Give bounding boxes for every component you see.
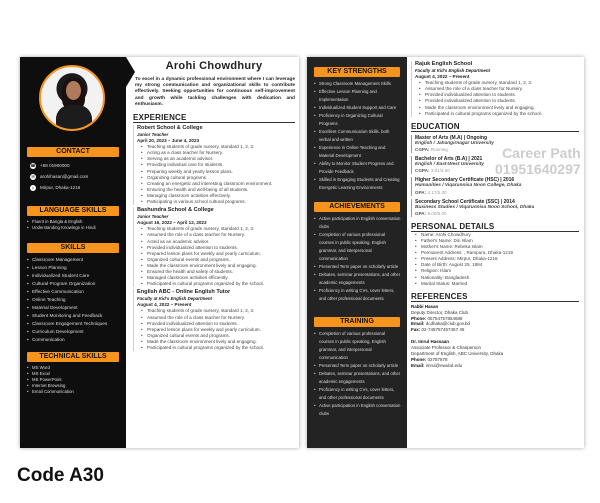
address: Mirpur, Dhaka-1216 xyxy=(40,185,81,190)
list-item: • Presented Term paper on scholarly article xyxy=(319,362,401,370)
list-item: • Organized cultural events and programs. xyxy=(147,333,295,339)
score-label: CGPA: xyxy=(415,146,430,152)
institution: Business Studies / Viqarunnisa Noon School, Dhaka xyxy=(415,204,535,210)
email: arohihasan@gmail.com xyxy=(40,174,89,179)
contact-list xyxy=(20,157,126,196)
list-item: • Assumed the role of a class teacher for Nursery. xyxy=(425,86,579,92)
degree: Bachelor of Arts (B.A) | 2021 xyxy=(415,156,483,163)
resume-page-2 xyxy=(307,57,584,448)
list-item: • Teaching students of grade nursery, standard 1, 2, 3. xyxy=(147,308,295,314)
field-value: 02787878 xyxy=(427,356,448,362)
list-item: • Marital Status: Married xyxy=(421,281,579,287)
list-item: • Active participation in English conversation clubs xyxy=(319,215,401,231)
watermark-text: Career Path xyxy=(502,145,581,161)
personal-list xyxy=(411,232,579,287)
reference-name: Rabbi Hasan xyxy=(411,303,439,309)
phone: +88 01900000 xyxy=(40,163,70,168)
list-item: • Email Communication xyxy=(32,389,120,395)
score-value: 5.00/5.00 xyxy=(427,210,447,216)
code-label: Code A30 xyxy=(17,465,104,486)
score-value: Running xyxy=(430,146,448,152)
list-item: • Managed classroom activities efficiently. xyxy=(147,275,295,281)
contact-heading: CONTACT xyxy=(27,147,119,157)
home-icon: ⌂ xyxy=(31,184,35,190)
field-value: 02-745757457457 45 xyxy=(421,327,465,333)
list-item: • Classroom Engagement Techniques xyxy=(32,320,120,328)
institution: English / East-West University xyxy=(415,162,484,168)
reference-title: Associate Professor & Chairperson xyxy=(411,345,482,351)
list-item: • Provided individualized attention to students. xyxy=(425,98,579,104)
degree: Master of Arts (M.A) | Ongoing xyxy=(415,134,488,141)
list-item: • Preparing weekly and yearly lesson plans. xyxy=(147,169,295,175)
institution: Humanities / Viqarunnisa Noon College, Dhaka xyxy=(415,183,522,189)
list-item: • Managing classroom activities effectively. xyxy=(147,193,295,199)
list-item: • Classroom Management xyxy=(32,256,120,264)
score-label: GPA: xyxy=(415,210,427,216)
list-item: • Teaching students of grade nursery, standard 1, 2, 3. xyxy=(147,144,295,150)
field-label: Fax: xyxy=(411,327,421,333)
achievements-heading: ACHIEVEMENTS xyxy=(314,202,400,212)
experience-heading: EXPERIENCE xyxy=(133,113,295,123)
list-item: • Communication xyxy=(32,336,120,344)
reference-name: Dr. Imrul Hassaan xyxy=(411,339,450,345)
list-item: • Name: Arohi Chowdhury xyxy=(421,232,579,238)
list-item: • Assumed the role of a class teacher for Nursery. xyxy=(147,232,295,238)
list-item: • Participated in cultural programs organized by the school. xyxy=(425,111,579,117)
list-item: • Ability to Monitor Student Progress and Provide Feedback xyxy=(319,160,401,176)
duties-list xyxy=(137,226,295,287)
reference-entry xyxy=(411,304,579,334)
reference-field xyxy=(411,327,579,333)
score xyxy=(415,211,579,217)
list-item: • Creating an energetic and interesting classroom environment. xyxy=(147,181,295,187)
experience-entry xyxy=(411,61,579,117)
technical-list xyxy=(20,362,126,395)
strengths-heading: KEY STRENGTHS xyxy=(314,67,400,77)
email-icon: ✉ xyxy=(31,173,35,179)
list-item: • Teaching students of grade nursery, standard 1, 2, 3. xyxy=(147,226,295,232)
degree: Secondary School Certificate (SSC) | 2014 xyxy=(415,198,515,205)
technical-heading: TECHNICAL SKILLS xyxy=(27,352,119,362)
job-dates: August 4, 2022 – Present xyxy=(415,74,470,80)
experience-entry xyxy=(133,207,295,287)
duties-list xyxy=(137,144,295,205)
degree: Higher Secondary Certificate (HSC) | 2016 xyxy=(415,177,515,184)
job-role: Faculty at Kid's English Department xyxy=(415,68,490,73)
sidebar xyxy=(307,57,407,448)
language-heading: LANGUAGE SKILLS xyxy=(27,206,119,216)
score xyxy=(415,147,579,153)
education-entry xyxy=(411,177,579,195)
main-column xyxy=(411,57,579,448)
job-dates: August 4, 2022 – Present xyxy=(137,302,192,308)
job-dates: April 20, 2023 – June 4, 2023 xyxy=(137,138,200,144)
job-role: Junior Teacher xyxy=(137,132,169,138)
list-item: • Made the classroom environment lively and engaging. xyxy=(147,263,295,269)
list-item: • Debates, seminar presentations, and other academic engagements xyxy=(319,370,401,386)
list-item: • Assumed the role of a class teacher for Nursery. xyxy=(147,315,295,321)
list-item: • Participating in various school cultural programs. xyxy=(147,199,295,205)
list-item: • Online Teaching xyxy=(32,296,120,304)
list-item: • Acted as an academic advisor. xyxy=(147,239,295,245)
job-role: Junior Teacher xyxy=(137,214,169,220)
employer: Rajuk English School xyxy=(415,61,473,67)
score xyxy=(415,168,579,174)
list-item: • Provided individualized attention to students. xyxy=(147,321,295,327)
education-entry xyxy=(411,156,579,174)
education-entry xyxy=(411,135,579,153)
experience-entry xyxy=(133,125,295,205)
achievements-list xyxy=(307,212,407,303)
list-item: • Made the classroom environment lively and engaging. xyxy=(147,339,295,345)
list-item: • Effective Lesson Planning and Implementation xyxy=(319,88,401,104)
employer: Bashundra School & College xyxy=(137,207,214,214)
objective: To excel in a dynamic professional environment where I can leverage my strong communication and organizational skills to contribute effectively. Seeking opportunities for continuous self-improvement and growth while tackling challenges with dedication and enthusiasm. xyxy=(135,77,295,107)
institution: English / Jahangirnagar University xyxy=(415,140,494,146)
duties-list xyxy=(137,308,295,351)
education-entry xyxy=(411,199,579,217)
reference-entry xyxy=(411,339,579,369)
list-item: • Active participation in English conversation clubs xyxy=(319,402,401,418)
list-item: • Understanding Knowlege in Hindi xyxy=(32,225,120,231)
field-label: Phone: xyxy=(411,356,427,362)
list-item: • Material Development xyxy=(32,304,120,312)
sidebar xyxy=(20,57,126,448)
duties-list xyxy=(415,80,579,117)
list-item: • Skilled in Engaging Students and Creating Energetic Learning Environments xyxy=(319,176,401,192)
field-label: Email: xyxy=(411,321,425,327)
training-list xyxy=(307,327,407,418)
list-item: • Present Address: Mirpur, Dhaka-1216 xyxy=(421,256,579,262)
list-item: • Lesson Planning xyxy=(32,264,120,272)
list-item: • Participated in cultural programs organized by the school. xyxy=(147,345,295,351)
list-item: • Internet Browsing xyxy=(32,383,120,389)
list-item: • Student Monitoring and Feedback xyxy=(32,312,120,320)
list-item: • Date of Birth: August 25, 1994 xyxy=(421,262,579,268)
language-list xyxy=(20,216,126,231)
experience-entry xyxy=(133,289,295,351)
job-role: Faculty at Kid's English Department xyxy=(137,296,212,302)
list-item: • Providing individual care for students. xyxy=(147,162,295,168)
reference-title: Department of English, ABC University, Dhaka xyxy=(411,351,504,357)
list-item: • Teaching students of grade nursery, standard 1, 2, 3. xyxy=(425,80,579,86)
job-dates: August 16, 2022 – April 12, 2023 xyxy=(137,220,207,226)
score xyxy=(415,190,579,196)
list-item: • Excellent Communication Skills, both verbal and written xyxy=(319,128,401,144)
list-item: • Permanent Address: , Rampura, Dhaka-1219 xyxy=(421,250,579,256)
list-item: • Proficiency in Organizing Cultural Programs xyxy=(319,112,401,128)
reference-field xyxy=(411,363,579,369)
personal-heading: PERSONAL DETAILS xyxy=(411,222,579,232)
list-item: • Serving as an academic advisor. xyxy=(147,156,295,162)
list-item: • Strong Classroom Management Skills xyxy=(319,80,401,88)
list-item: • Provided individualized attention to students. xyxy=(425,92,579,98)
field-label: Email: xyxy=(411,362,425,368)
list-item: • Ensuring the health and well-being of all students. xyxy=(147,187,295,193)
field-value: 05754757854688 xyxy=(427,315,463,321)
list-item: • MS Word xyxy=(32,365,120,371)
field-label: Phone: xyxy=(411,315,427,321)
list-item: • Mother's Name: Rebeka Islam xyxy=(421,244,579,250)
list-item: • Individualized Student Care xyxy=(32,272,120,280)
resume-page-1 xyxy=(20,57,299,448)
list-item: • Acting as a class teacher for Nursery. xyxy=(147,150,295,156)
list-item: • Individualized Student Support and Care xyxy=(319,104,401,112)
list-item: • Debates, seminar presentations, and other academic engagements xyxy=(319,271,401,287)
list-item: • Cultural Program Organization xyxy=(32,280,120,288)
list-item: • Participated in cultural programs organized by the school. xyxy=(147,281,295,287)
score-value: 4.17/5.00 xyxy=(427,189,447,195)
list-item: • Prepared lesson plans for weekly and yearly curriculum. xyxy=(147,327,295,333)
employer: English ABC - Online English Tutor xyxy=(137,289,231,296)
list-item: • MS Excel xyxy=(32,371,120,377)
list-item: • Provided individualized attention to students. xyxy=(147,245,295,251)
list-item: • MS PowerPoint xyxy=(32,377,120,383)
list-item: • Made the classroom environment lively and engaging. xyxy=(425,105,579,111)
field-value: dcdhaka@club.gov.bd xyxy=(425,321,471,327)
list-item: • Completion of various professional courses in public speaking, English grammar, and interpersonal communication xyxy=(319,231,401,263)
list-item: • Father's Name: Din Islam xyxy=(421,238,579,244)
skills-heading: SKILLS xyxy=(27,243,119,253)
list-item: • Proficiency in writing CVs, cover letters, and other professional documents xyxy=(319,287,401,303)
list-item: • Curriculum Development xyxy=(32,328,120,336)
reference-title: Deputy Director, Dhaka Club xyxy=(411,309,469,315)
list-item: • Nationality: Bangladesh xyxy=(421,275,579,281)
skills-list xyxy=(20,253,126,344)
list-item: • Experience in Online Teaching and Material Development xyxy=(319,144,401,160)
main-column xyxy=(133,57,295,448)
watermark-phone: 01951640297 xyxy=(495,161,581,177)
list-item: • Organized cultural events and programs. xyxy=(147,257,295,263)
employer: Robert School & College xyxy=(137,125,203,132)
phone-icon: ☎ xyxy=(30,162,36,168)
list-item: • Ensured the health and safety of students. xyxy=(147,269,295,275)
list-item: • Religion: Islam xyxy=(421,268,579,274)
list-item: • Effective Communication xyxy=(32,288,120,296)
list-item: • Prepared lesson plans for weekly and yearly curriculum. xyxy=(147,251,295,257)
training-heading: TRAINING xyxy=(314,317,400,327)
education-heading: EDUCATION xyxy=(411,122,579,132)
list-item: • Proficiency in writing CVs, cover letters, and other professional documents xyxy=(319,386,401,402)
candidate-name: Arohi Chowdhury xyxy=(165,60,263,72)
field-value: imrul@ewubd.edu xyxy=(425,362,463,368)
profile-photo xyxy=(39,65,105,131)
score-label: GPA: xyxy=(415,189,427,195)
references-heading: REFERENCES xyxy=(411,292,579,302)
score-value: 3.01/4.00 xyxy=(430,168,450,174)
list-item: • Completion of various professional courses in public speaking, English grammar, and interpersonal communication xyxy=(319,330,401,362)
score-label: CGPA: xyxy=(415,168,430,174)
list-item: • Organizing cultural programs. xyxy=(147,175,295,181)
strengths-list xyxy=(307,77,407,192)
list-item: • Fluent in Bangla & English xyxy=(32,219,120,225)
list-item: • Presented Term paper on scholarly article xyxy=(319,263,401,271)
